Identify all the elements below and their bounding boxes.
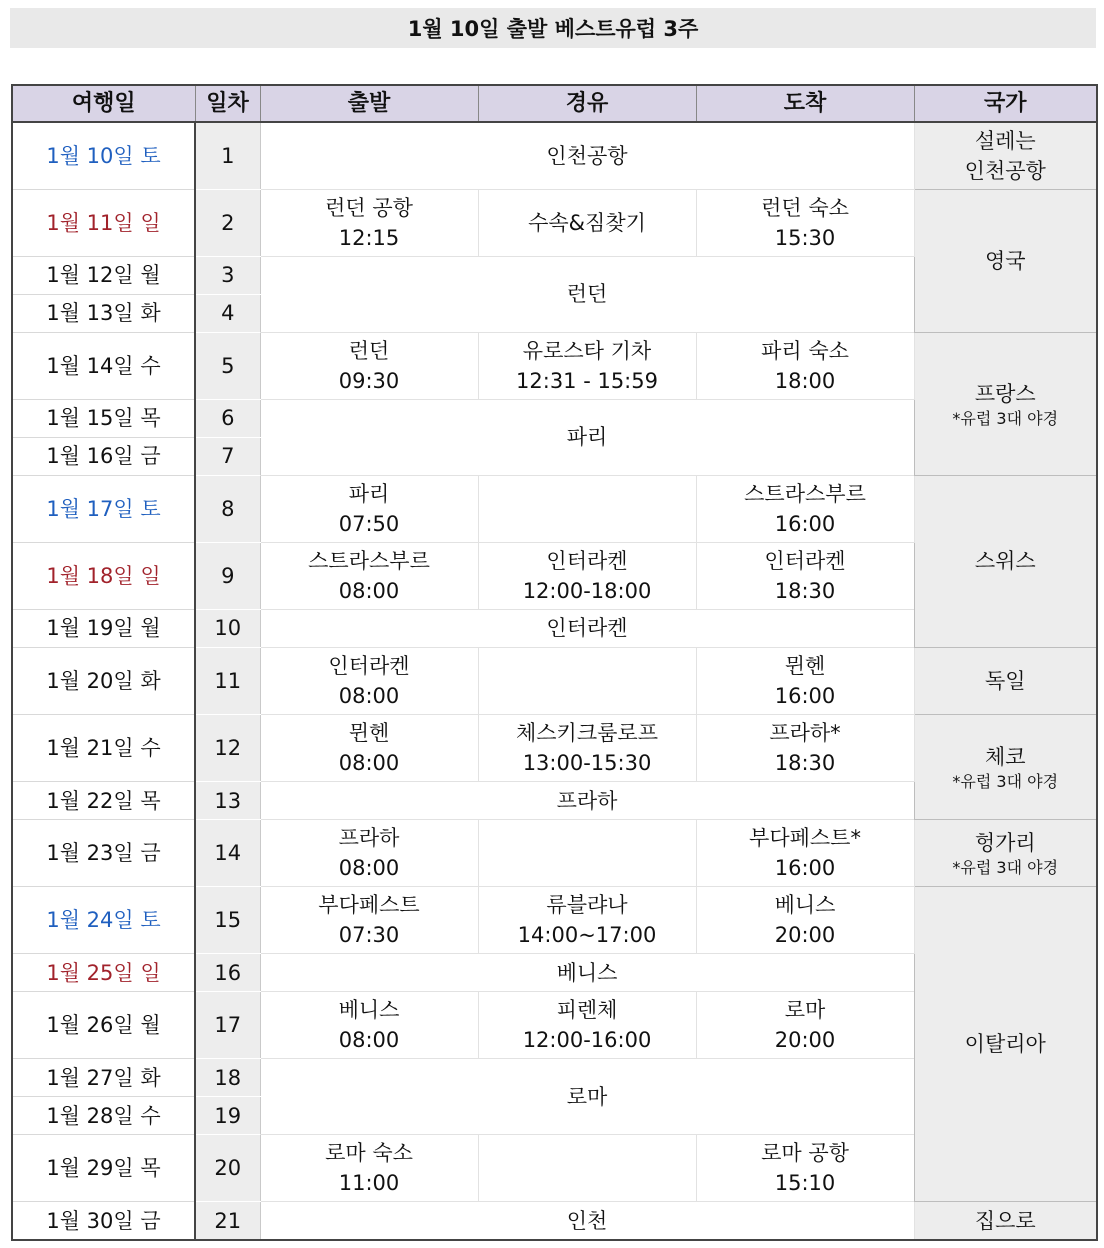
day-cell: 19 bbox=[195, 1097, 260, 1135]
via-place: 유로스타 기차 bbox=[522, 338, 652, 363]
arrive-time: 18:30 bbox=[774, 750, 836, 775]
via-time: 12:00-18:00 bbox=[522, 578, 652, 603]
arrive-place: 로마 bbox=[784, 998, 826, 1023]
depart-place: 런던 공항 bbox=[325, 195, 413, 220]
day-cell: 6 bbox=[195, 399, 260, 437]
date-cell: 1월 27일 화 bbox=[12, 1059, 195, 1097]
header-depart: 출발 bbox=[260, 85, 478, 122]
country-name: 영국 bbox=[984, 248, 1026, 273]
via-place: 피렌체 bbox=[556, 998, 618, 1023]
day-cell: 11 bbox=[195, 647, 260, 714]
date-cell: 1월 30일 금 bbox=[12, 1202, 195, 1240]
arrive-cell bbox=[696, 887, 914, 954]
via-place: 수속&짐찾기 bbox=[528, 210, 646, 235]
arrive-cell bbox=[696, 1135, 914, 1202]
date-cell: 1월 24일 토 bbox=[12, 887, 195, 954]
day-cell: 2 bbox=[195, 189, 260, 256]
header-country: 국가 bbox=[914, 85, 1097, 122]
via-cell bbox=[478, 647, 696, 714]
day-cell: 3 bbox=[195, 256, 260, 294]
depart-time: 08:00 bbox=[338, 683, 400, 708]
country-line: 설레는 bbox=[974, 128, 1036, 153]
date-cell: 1월 29일 목 bbox=[12, 1135, 195, 1202]
arrive-cell bbox=[696, 189, 914, 256]
depart-time: 11:00 bbox=[338, 1171, 400, 1196]
depart-place: 파리 bbox=[348, 481, 390, 506]
via-cell bbox=[478, 332, 696, 399]
arrive-place: 프라하* bbox=[769, 720, 841, 745]
country-name: 이탈리아 bbox=[964, 1032, 1046, 1057]
depart-cell bbox=[260, 820, 478, 887]
arrive-time: 16:00 bbox=[774, 856, 836, 881]
country-cell bbox=[914, 122, 1097, 189]
country-name: 스위스 bbox=[974, 549, 1036, 574]
country-name: 체코 bbox=[984, 744, 1026, 769]
country-cell bbox=[914, 887, 1097, 1202]
day-cell: 13 bbox=[195, 781, 260, 819]
depart-place: 스트라스부르 bbox=[308, 548, 430, 573]
stay-cell: 로마 bbox=[260, 1059, 914, 1135]
arrive-place: 스트라스부르 bbox=[744, 481, 866, 506]
arrive-place: 파리 숙소 bbox=[761, 338, 849, 363]
day-cell: 12 bbox=[195, 714, 260, 781]
table-row bbox=[12, 714, 1097, 781]
stay-cell: 인터라켄 bbox=[260, 609, 914, 647]
depart-place: 뮌헨 bbox=[348, 720, 390, 745]
arrive-cell bbox=[696, 542, 914, 609]
arrive-time: 20:00 bbox=[774, 1028, 836, 1053]
country-cell bbox=[914, 189, 1097, 332]
via-time: 12:31 - 15:59 bbox=[516, 368, 658, 393]
stay-cell: 인천 bbox=[260, 1202, 914, 1240]
country-cell bbox=[914, 647, 1097, 714]
depart-place: 프라하 bbox=[338, 826, 400, 851]
table-row bbox=[12, 1202, 1097, 1240]
arrive-time: 15:30 bbox=[774, 225, 836, 250]
depart-cell bbox=[260, 332, 478, 399]
date-cell: 1월 13일 화 bbox=[12, 294, 195, 332]
arrive-place: 로마 공항 bbox=[761, 1141, 849, 1166]
header-via: 경유 bbox=[478, 85, 696, 122]
table-row bbox=[12, 475, 1097, 542]
table-row bbox=[12, 332, 1097, 399]
depart-time: 12:15 bbox=[338, 225, 400, 250]
arrive-time: 16:00 bbox=[774, 683, 836, 708]
arrive-time: 18:00 bbox=[774, 368, 836, 393]
country-note: *유럽 3대 야경 bbox=[952, 408, 1059, 428]
depart-time: 08:00 bbox=[338, 1028, 400, 1053]
date-cell: 1월 19일 월 bbox=[12, 609, 195, 647]
arrive-place: 부다페스트* bbox=[749, 826, 861, 851]
table-row bbox=[12, 189, 1097, 256]
arrive-time: 18:30 bbox=[774, 578, 836, 603]
depart-cell bbox=[260, 887, 478, 954]
depart-time: 08:00 bbox=[338, 856, 400, 881]
depart-cell bbox=[260, 189, 478, 256]
date-cell: 1월 25일 일 bbox=[12, 954, 195, 992]
itinerary-title bbox=[10, 8, 1096, 48]
date-cell: 1월 26일 월 bbox=[12, 992, 195, 1059]
date-cell: 1월 16일 금 bbox=[12, 437, 195, 475]
via-time: 13:00-15:30 bbox=[522, 750, 652, 775]
day-cell: 16 bbox=[195, 954, 260, 992]
depart-cell bbox=[260, 475, 478, 542]
stay-cell: 베니스 bbox=[260, 954, 914, 992]
depart-cell bbox=[260, 647, 478, 714]
stay-cell: 프라하 bbox=[260, 781, 914, 819]
stay-cell: 파리 bbox=[260, 399, 914, 475]
via-place: 류블랴나 bbox=[546, 893, 628, 918]
day-cell: 21 bbox=[195, 1202, 260, 1240]
depart-time: 08:00 bbox=[338, 750, 400, 775]
arrive-place: 인터라켄 bbox=[764, 548, 846, 573]
day-cell: 4 bbox=[195, 294, 260, 332]
depart-time: 08:00 bbox=[338, 578, 400, 603]
date-cell: 1월 12일 월 bbox=[12, 256, 195, 294]
country-cell bbox=[914, 475, 1097, 647]
day-cell: 8 bbox=[195, 475, 260, 542]
via-cell bbox=[478, 542, 696, 609]
country-name: 집으로 bbox=[974, 1208, 1036, 1233]
country-cell bbox=[914, 1202, 1097, 1240]
day-cell: 14 bbox=[195, 820, 260, 887]
date-cell: 1월 17일 토 bbox=[12, 475, 195, 542]
country-cell bbox=[914, 332, 1097, 475]
via-cell bbox=[478, 992, 696, 1059]
depart-time: 07:50 bbox=[338, 511, 400, 536]
table-row bbox=[12, 820, 1097, 887]
day-cell: 7 bbox=[195, 437, 260, 475]
date-cell: 1월 22일 목 bbox=[12, 781, 195, 819]
depart-place: 부다페스트 bbox=[318, 893, 420, 918]
country-note: *유럽 3대 야경 bbox=[952, 858, 1059, 878]
table-row bbox=[12, 887, 1097, 954]
header-day: 일차 bbox=[195, 85, 260, 122]
via-place: 인터라켄 bbox=[546, 548, 628, 573]
depart-cell bbox=[260, 992, 478, 1059]
day-cell: 20 bbox=[195, 1135, 260, 1202]
date-cell: 1월 21일 수 bbox=[12, 714, 195, 781]
country-cell bbox=[914, 714, 1097, 819]
date-cell: 1월 11일 일 bbox=[12, 189, 195, 256]
arrive-cell bbox=[696, 820, 914, 887]
table-row bbox=[12, 647, 1097, 714]
depart-place: 로마 숙소 bbox=[325, 1141, 413, 1166]
date-cell: 1월 10일 토 bbox=[12, 122, 195, 189]
country-name: 헝가리 bbox=[974, 831, 1036, 856]
title-text: 1월 10일 출발 베스트유럽 3주 bbox=[407, 17, 699, 41]
depart-place: 인터라켄 bbox=[328, 653, 410, 678]
header-date: 여행일 bbox=[12, 85, 195, 122]
via-cell bbox=[478, 887, 696, 954]
arrive-time: 16:00 bbox=[774, 511, 836, 536]
itinerary-table bbox=[11, 84, 1098, 1241]
depart-place: 런던 bbox=[348, 338, 390, 363]
via-cell bbox=[478, 189, 696, 256]
depart-time: 09:30 bbox=[338, 368, 400, 393]
depart-time: 07:30 bbox=[338, 923, 400, 948]
via-cell bbox=[478, 475, 696, 542]
country-name: 프랑스 bbox=[974, 381, 1036, 406]
via-cell bbox=[478, 820, 696, 887]
depart-cell bbox=[260, 714, 478, 781]
arrive-cell bbox=[696, 992, 914, 1059]
depart-cell bbox=[260, 1135, 478, 1202]
day-cell: 15 bbox=[195, 887, 260, 954]
arrive-place: 런던 숙소 bbox=[761, 195, 849, 220]
depart-cell bbox=[260, 542, 478, 609]
arrive-cell bbox=[696, 475, 914, 542]
via-cell bbox=[478, 714, 696, 781]
via-place: 체스키크룸로프 bbox=[515, 720, 658, 745]
date-cell: 1월 23일 금 bbox=[12, 820, 195, 887]
day-cell: 17 bbox=[195, 992, 260, 1059]
day-cell: 18 bbox=[195, 1059, 260, 1097]
arrive-time: 15:10 bbox=[774, 1171, 836, 1196]
date-cell: 1월 28일 수 bbox=[12, 1097, 195, 1135]
country-line: 인천공항 bbox=[964, 158, 1046, 183]
country-cell bbox=[914, 820, 1097, 887]
arrive-place: 뮌헨 bbox=[784, 653, 826, 678]
country-note: *유럽 3대 야경 bbox=[952, 771, 1059, 791]
arrive-time: 20:00 bbox=[774, 923, 836, 948]
stay-cell: 런던 bbox=[260, 256, 914, 332]
header-row bbox=[12, 85, 1097, 122]
day-cell: 10 bbox=[195, 609, 260, 647]
day-cell: 5 bbox=[195, 332, 260, 399]
date-cell: 1월 20일 화 bbox=[12, 647, 195, 714]
header-arrive: 도착 bbox=[696, 85, 914, 122]
arrive-cell bbox=[696, 332, 914, 399]
arrive-cell bbox=[696, 714, 914, 781]
arrive-cell bbox=[696, 647, 914, 714]
date-cell: 1월 15일 목 bbox=[12, 399, 195, 437]
via-time: 14:00~17:00 bbox=[517, 923, 657, 948]
stay-cell: 인천공항 bbox=[260, 122, 914, 189]
depart-place: 베니스 bbox=[338, 998, 400, 1023]
via-time: 12:00-16:00 bbox=[522, 1028, 652, 1053]
table-row bbox=[12, 122, 1097, 189]
day-cell: 9 bbox=[195, 542, 260, 609]
date-cell: 1월 18일 일 bbox=[12, 542, 195, 609]
day-cell: 1 bbox=[195, 122, 260, 189]
arrive-place: 베니스 bbox=[774, 893, 836, 918]
date-cell: 1월 14일 수 bbox=[12, 332, 195, 399]
country-name: 독일 bbox=[984, 668, 1026, 693]
via-cell bbox=[478, 1135, 696, 1202]
